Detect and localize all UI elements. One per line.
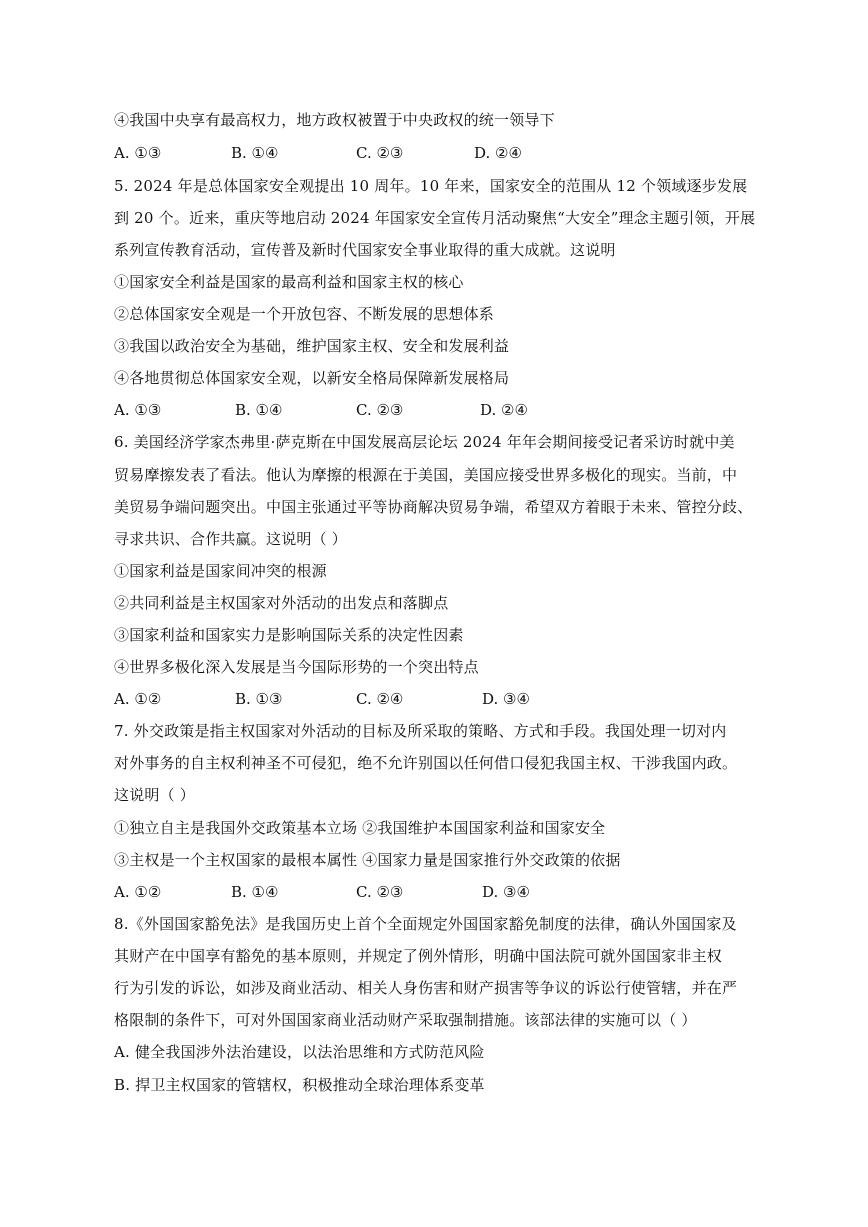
q8-stem-line-2: 其财产在中国享有豁免的基本原则，并规定了例外情形，明确中国法院可就外国国家非主权 [114,947,723,965]
q6-item-4: ④世界多极化深入发展是当今国际形势的一个突出特点 [114,658,479,676]
q8-option-b: B. 捍卫主权国家的管辖权，积极推动全球治理体系变革 [114,1076,485,1094]
q6-stem-line-4: 寻求共识、合作共赢。这说明（ ） [114,530,347,548]
q6-item-1: ①国家利益是国家间冲突的根源 [114,562,327,580]
q6-item-2: ②共同利益是主权国家对外活动的出发点和落脚点 [114,594,449,612]
option-d: D. ③④ [482,690,530,708]
option-b: B. ①③ [235,690,283,708]
option-c: C. ②④ [356,690,404,708]
q6-item-3: ③国家利益和国家实力是影响国际关系的决定性因素 [114,626,464,644]
prev-question-item-4: ④我国中央享有最高权力，地方政权被置于中央政权的统一领导下 [114,111,555,129]
option-b: B. ①④ [231,144,279,162]
option-a: A. ①② [114,690,162,708]
q7-stem-line-3: 这说明（ ） [114,786,195,804]
option-c: C. ②③ [356,401,404,419]
option-b: B. ①④ [235,401,283,419]
q5-stem-line-1: 5. 2024 年是总体国家安全观提出 10 周年。10 年来，国家安全的范围从 12 个领域逐步发展 [114,177,748,195]
option-c: C. ②③ [356,144,404,162]
q7-stem-line-2: 对外事务的自主权利神圣不可侵犯，绝不允许别国以任何借口侵犯我国主权、干涉我国内政。 [114,754,738,772]
q8-stem-line-1: 8.《外国国家豁免法》是我国历史上首个全面规定外国国家豁免制度的法律，确认外国国家及 [114,915,737,933]
option-d: D. ②④ [480,401,528,419]
q5-stem-line-2: 到 20 个。近来，重庆等地启动 2024 年国家安全宣传月活动聚焦“大安全”理念主题引领，开展 [114,209,756,227]
q7-items-row-1: ①独立自主是我国外交政策基本立场 ②我国维护本国国家利益和国家安全 [114,819,606,837]
q7-stem-line-1: 7. 外交政策是指主权国家对外活动的目标及所采取的策略、方式和手段。我国处理一切对内 [114,722,727,740]
option-d: D. ③④ [482,883,530,901]
q8-stem-line-3: 行为引发的诉讼，如涉及商业活动、相关人身伤害和财产损害等争议的诉讼行使管辖，并在严 [114,979,738,997]
q6-stem-line-3: 美贸易争端问题突出。中国主张通过平等协商解决贸易争端，希望双方着眼于未来、管控分歧、 [114,498,753,516]
option-a: A. ①② [114,883,162,901]
q5-item-3: ③我国以政治安全为基础，维护国家主权、安全和发展利益 [114,337,510,355]
option-b: B. ①④ [231,883,279,901]
q7-items-row-2: ③主权是一个主权国家的最根本属性 ④国家力量是国家推行外交政策的依据 [114,851,621,869]
q8-option-a: A. 健全我国涉外法治建设，以法治思维和方式防范风险 [114,1043,485,1061]
option-a: A. ①③ [114,401,162,419]
q5-item-4: ④各地贯彻总体国家安全观，以新安全格局保障新发展格局 [114,369,510,387]
q5-item-2: ②总体国家安全观是一个开放包容、不断发展的思想体系 [114,305,495,323]
q6-stem-line-2: 贸易摩擦发表了看法。他认为摩擦的根源在于美国，美国应接受世界多极化的现实。当前，中 [114,466,738,484]
option-c: C. ②③ [356,883,404,901]
q5-stem-line-3: 系列宣传教育活动，宣传普及新时代国家安全事业取得的重大成就。这说明 [114,241,616,259]
q8-stem-line-4: 格限制的条件下，可对外国国家商业活动财产采取强制措施。该部法律的实施可以（ ） [114,1011,697,1029]
option-a: A. ①③ [114,144,162,162]
q5-item-1: ①国家安全利益是国家的最高利益和国家主权的核心 [114,273,464,291]
option-d: D. ②④ [474,144,522,162]
q6-stem-line-1: 6. 美国经济学家杰弗里·萨克斯在中国发展高层论坛 2024 年年会期间接受记者采访时就中美 [114,433,735,451]
